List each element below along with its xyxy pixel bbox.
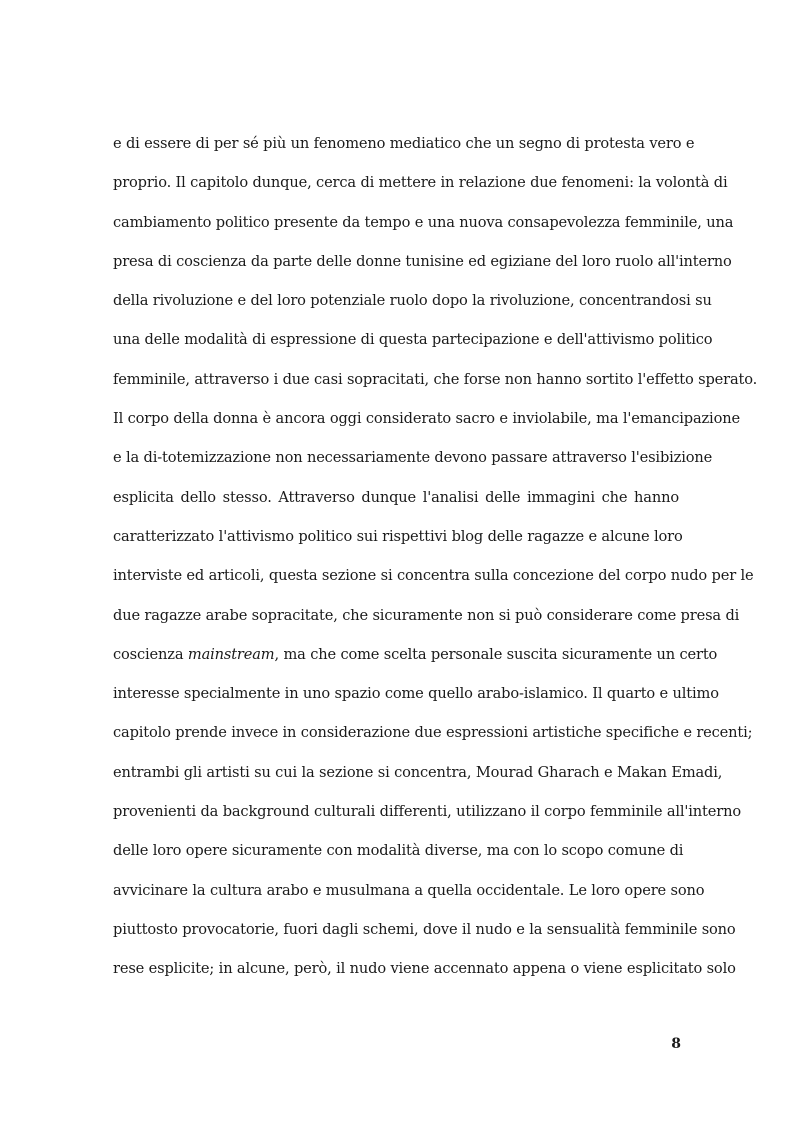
text-line: una delle modalità di espressione di questa partecipazione e dell'attivismo politico [113,331,713,349]
text-line: presa di coscienza da parte delle donne tunisine ed egiziane del loro ruolo all'interno [113,252,732,270]
text-line: capitolo prende invece in considerazione due espressioni artistiche specifiche e recenti; [113,724,753,742]
text-line: Il corpo della donna è ancora oggi considerato sacro e inviolabile, ma l'emancipazione [113,410,740,428]
text-line: e la di-totemizzazione non necessariamente devono passare attraverso l'esibizione [113,449,713,467]
text-line-mixed [113,640,718,679]
text-line: interesse specialmente in uno spazio come quello arabo-islamico. Il quarto e ultimo [113,685,719,703]
text-segment: , ma che come scelta personale suscita sicuramente un certo [274,645,718,663]
text-line: caratterizzato l'attivismo politico sui rispettivi blog delle ragazze e alcune loro [113,527,683,545]
text-line: due ragazze arabe sopracitate, che sicuramente non si può considerare come presa di [113,606,740,624]
text-line: e di essere di per sé più un fenomeno mediatico che un segno di protesta vero e [113,135,695,152]
text-line: della rivoluzione e del loro potenziale ruolo dopo la rivoluzione, concentrandosi su [113,292,712,310]
text-line: avvicinare la cultura arabo e musulmana a quella occidentale. Le loro opere sono [113,881,705,899]
italic-term: mainstream [187,645,275,663]
text-line: rese esplicite; in alcune, però, il nudo viene accennato appena o viene esplicitato solo [113,960,736,978]
text-segment: coscienza [113,645,184,663]
text-line: interviste ed articoli, questa sezione si concentra sulla concezione del corpo nudo per le [113,567,754,585]
text-line: delle loro opere sicuramente con modalità diverse, ma con lo scopo comune di [113,842,684,860]
text-line: piuttosto provocatorie, fuori dagli schemi, dove il nudo e la sensualità femminile sono [113,920,736,938]
text-line: cambiamento politico presente da tempo e una nuova consapevolezza femminile, una [113,213,734,231]
body-text [113,129,758,994]
text-line: femminile, attraverso i due casi sopracitati, che forse non hanno sortito l'effetto sperato. [113,370,758,388]
text-line: esplicita dello stesso. Attraverso dunque l'analisi delle immagini che hanno [113,488,679,506]
text-line: proprio. Il capitolo dunque, cerca di mettere in relazione due fenomeni: la volontà di [113,174,728,192]
page-number: 8 [671,1036,681,1052]
text-line: entrambi gli artisti su cui la sezione si concentra, Mourad Gharach e Makan Emadi, [113,763,723,781]
text-line: provenienti da background culturali differenti, utilizzano il corpo femminile all'interno [113,803,741,821]
